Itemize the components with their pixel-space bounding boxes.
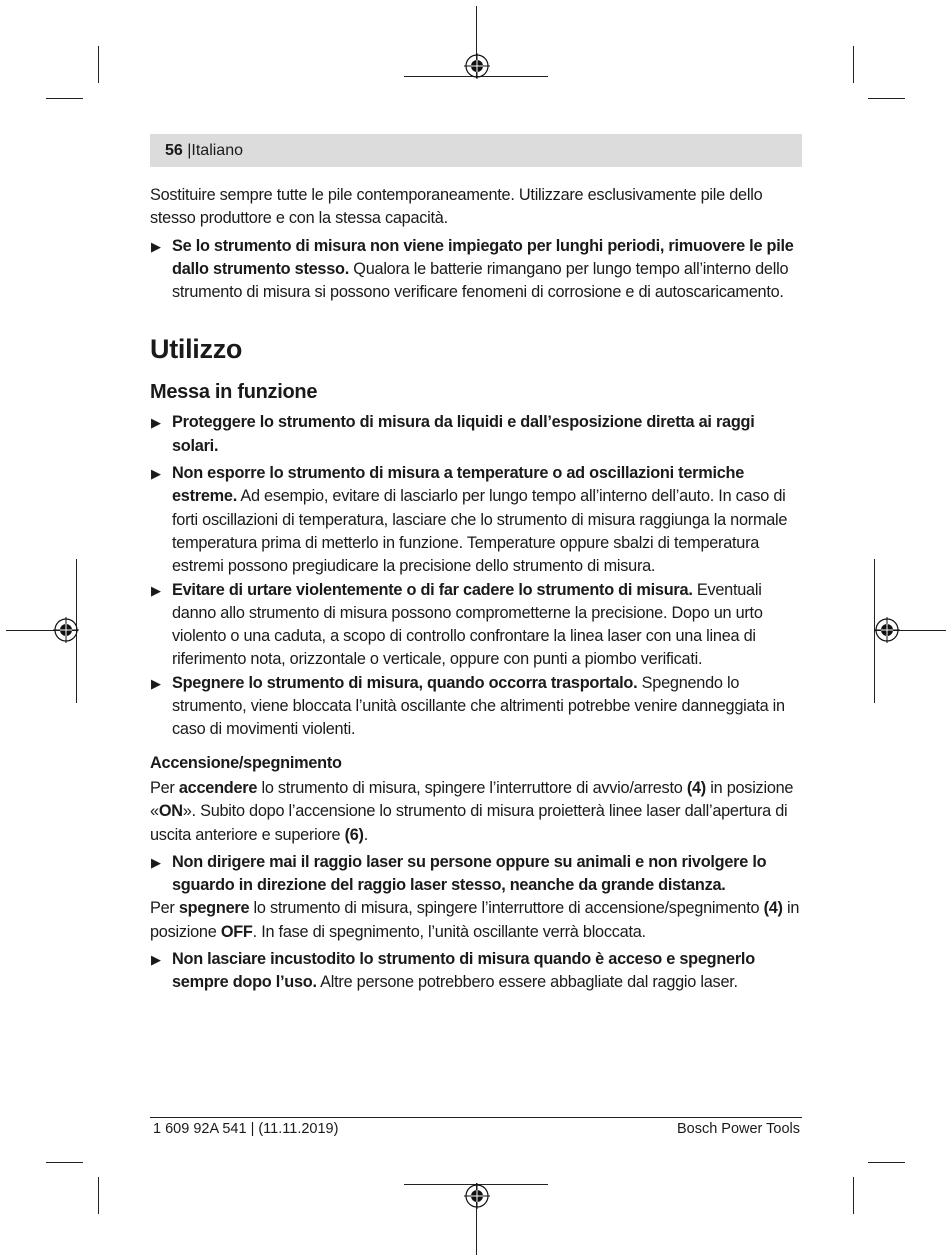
bullet-arrow-icon: ▶ bbox=[151, 466, 161, 482]
bold-run: (4) bbox=[763, 899, 783, 918]
text-run: in posizione « bbox=[150, 778, 794, 821]
bullet-text: Eventuali danno allo strumento di misura possono comprometterne la precisione. Dopo un urto violento o una caduta, a scopo di controllo confrontare la linea laser con una linea di riferimento nota, orizzontale o verticale, oppure con punti a piombo verificati. bbox=[172, 580, 763, 669]
section-title: Utilizzo bbox=[150, 334, 243, 365]
bullet-arrow-icon: ▶ bbox=[151, 675, 161, 691]
onoff-paragraph-on bbox=[150, 777, 802, 847]
crop-mark bbox=[853, 1177, 854, 1214]
bullet-bold-text: Non dirigere mai il raggio laser su persone oppure su animali e non rivolgere lo sguardo in direzione del raggio laser stesso, neanche da grande distanza. bbox=[172, 852, 767, 895]
bold-run: OFF bbox=[220, 922, 253, 941]
text-run: . In fase di spegnimento, l’unità oscillante verrà bloccata. bbox=[252, 922, 646, 941]
crop-mark bbox=[868, 1162, 905, 1163]
bold-run: (6) bbox=[344, 825, 364, 844]
crop-mark bbox=[98, 1177, 99, 1214]
bullet-bold-text: Non esporre lo strumento di misura a temperature o ad oscillazioni termiche estreme. bbox=[172, 464, 745, 506]
bold-run: (4) bbox=[686, 778, 706, 797]
subsection-title: Messa in funzione bbox=[150, 381, 318, 404]
onoff-heading: Accensione/spegnimento bbox=[150, 753, 342, 772]
text-run: ». Subito dopo l’accensione lo strumento di misura proietterà linee laser dall’apertura di uscita anteriore e superiore bbox=[150, 802, 788, 844]
intro-paragraph: Sostituire sempre tutte le pile contemporaneamente. Utilizzare esclusivamente pile dello stesso produttore e con la stessa capacità. bbox=[150, 186, 763, 228]
bullet-item bbox=[150, 462, 802, 578]
text-run: Per bbox=[150, 899, 179, 918]
crosshair-registration-icon bbox=[874, 617, 900, 643]
bullet-text: Spegnendo lo strumento, viene bloccata l’unità oscillante che altrimenti potrebbe venire danneggiata in caso di movimenti violenti. bbox=[172, 673, 785, 739]
crosshair-registration-icon bbox=[464, 1183, 490, 1209]
crosshair-registration-icon bbox=[53, 617, 79, 643]
onoff-paragraph-off bbox=[150, 897, 802, 944]
bullet-item bbox=[150, 948, 802, 995]
text-run: in posizione bbox=[150, 899, 800, 941]
crop-mark bbox=[853, 46, 854, 83]
crosshair-registration-icon bbox=[464, 53, 490, 79]
crop-mark bbox=[46, 1162, 83, 1163]
bold-run: ON bbox=[158, 802, 183, 821]
bold-run: spegnere bbox=[178, 899, 250, 918]
bullet-bold-text: Se lo strumento di misura non viene impiegato per lunghi periodi, rimuovere le pile dallo strumento stesso. bbox=[172, 236, 794, 278]
bullet-text: Ad esempio, evitare di lasciarlo per lungo tempo all’interno dell’auto. In caso di forti oscillazioni di temperatura, lasciare che lo strumento di misura raggiunga la normale temperatura prima di metterlo in funzione. Temperature oppure sbalzi di temperatura estremi possono pregiudicare la precisione dello strumento di misura. bbox=[172, 487, 788, 576]
text-run: lo strumento di misura, spingere l’interruttore di avvio/arresto bbox=[257, 778, 687, 797]
bold-run: accendere bbox=[178, 778, 258, 797]
bullet-item bbox=[150, 235, 802, 305]
page-header bbox=[150, 134, 802, 167]
bullet-item bbox=[150, 411, 802, 458]
text-run: Per bbox=[150, 778, 179, 797]
page-header-text bbox=[165, 141, 243, 161]
bullet-bold-text: Non lasciare incustodito lo strumento di misura quando è acceso e spegnerlo sempre dopo l’uso. bbox=[172, 950, 755, 992]
footer-brand: Bosch Power Tools bbox=[676, 1121, 800, 1137]
bullet-arrow-icon: ▶ bbox=[151, 415, 161, 431]
crop-mark bbox=[46, 98, 83, 99]
bullet-bold-text: Spegnere lo strumento di misura, quando occorra trasportalo. bbox=[172, 673, 638, 692]
bullet-arrow-icon: ▶ bbox=[151, 952, 161, 968]
bullet-arrow-icon: ▶ bbox=[151, 854, 161, 870]
bullet-item bbox=[150, 672, 802, 742]
header-separator: | bbox=[187, 142, 192, 159]
bullet-arrow-icon: ▶ bbox=[151, 238, 161, 254]
text-run: lo strumento di misura, spingere l’interruttore di accensione/spegnimento bbox=[249, 899, 764, 918]
text-run: . bbox=[363, 825, 369, 844]
page-number: 56 bbox=[165, 142, 183, 159]
bullet-bold-text: Evitare di urtare violentemente o di far cadere lo strumento di misura. bbox=[172, 580, 693, 599]
crop-mark bbox=[868, 98, 905, 99]
crop-mark bbox=[98, 46, 99, 83]
bullet-item bbox=[150, 579, 802, 672]
bullet-text: Altre persone potrebbero essere abbagliate dal raggio laser. bbox=[316, 973, 738, 992]
bullet-bold-text: Proteggere lo strumento di misura da liquidi e dall’esposizione diretta ai raggi solari. bbox=[172, 413, 755, 455]
footer-rule bbox=[150, 1117, 802, 1118]
page-body bbox=[150, 184, 802, 995]
bullet-arrow-icon: ▶ bbox=[151, 582, 161, 598]
footer-doc-id: 1 609 92A 541 | (11.11.2019) bbox=[153, 1121, 339, 1137]
header-language: Italiano bbox=[191, 142, 243, 159]
bullet-item bbox=[150, 851, 802, 898]
bullet-text: Qualora le batterie rimangano per lungo tempo all’interno dello strumento di misura si possono verificare fenomeni di corrosione e di autoscaricamento. bbox=[172, 259, 789, 302]
